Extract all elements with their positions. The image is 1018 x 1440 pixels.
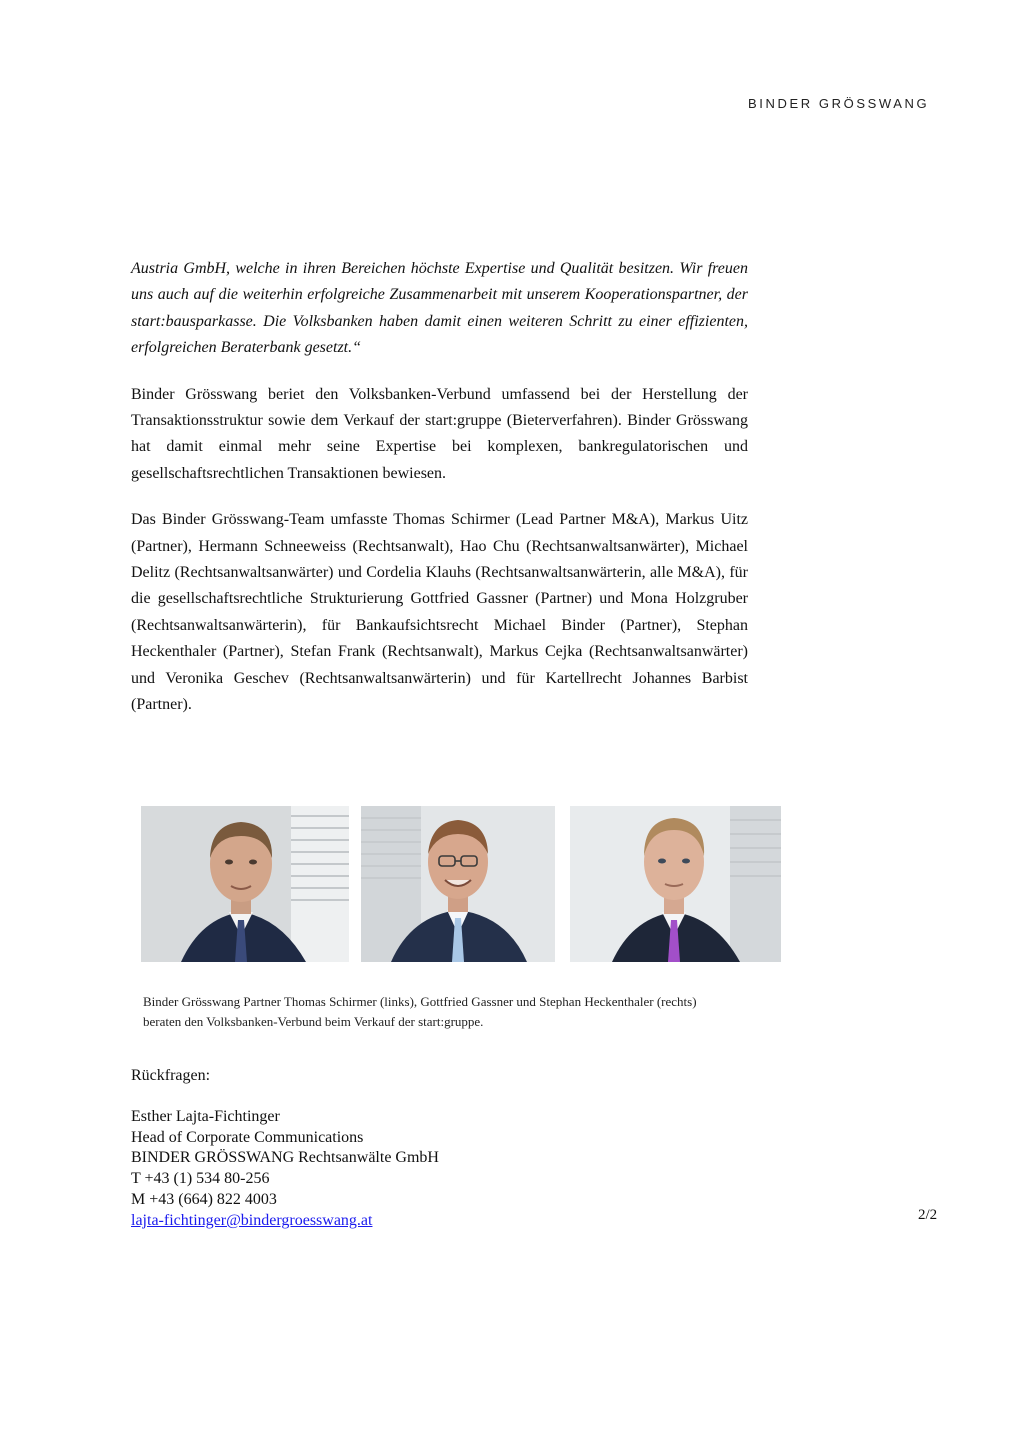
contact-mobile: M +43 (664) 822 4003 [131, 1190, 277, 1208]
caption-line: Binder Grösswang Partner Thomas Schirmer (links), Gottfried Gassner und Stephan Heckenthaler (rechts) [143, 994, 697, 1009]
contact-company: BINDER GRÖSSWANG Rechtsanwälte GmbH [131, 1149, 439, 1167]
contact-role: Head of Corporate Communications [131, 1128, 364, 1146]
photo-caption [143, 992, 783, 1032]
photo-stephan-heckenthaler [570, 806, 781, 962]
contact-block [131, 1066, 439, 1232]
page-number: 2/2 [918, 1207, 938, 1223]
contact-phone: T +43 (1) 534 80-256 [131, 1170, 270, 1188]
photo-thomas-schirmer [141, 806, 349, 962]
caption-line: beraten den Volksbanken-Verbund beim Verkauf der start:gruppe. [143, 1014, 484, 1029]
contact-label: Rückfragen: [131, 1067, 211, 1084]
advice-paragraph: Binder Grösswang beriet den Volksbanken-Verbund umfassend bei der Herstellung der Transaktionsstruktur sowie dem Verkauf der start:gruppe (Bieterverfahren). Binder Grösswang hat damit einmal mehr seine Expertise bei komplexen, bankregulatorischen und gesellschaftsrechtlichen Transaktionen bewiesen. [131, 385, 748, 482]
team-paragraph: Das Binder Grösswang-Team umfasste Thomas Schirmer (Lead Partner M&A), Markus Uitz (Partner), Hermann Schneeweiss (Rechtsanwalt), Hao Chu (Rechtsanwaltsanwärter), Michael Delitz (Rechtsanwaltsanwärter) und Cordelia Klauhs (Rechtsanwaltsanwärterin, alle M&A), für die gesellschaftsrechtliche Strukturierung Gottfried Gassner (Partner) und Mona Holzgruber (Rechtsanwaltsanwärterin), für Bankaufsichtsrecht Michael Binder (Partner), Stephan Heckenthaler (Partner), Stefan Frank (Rechtsanwalt), Markus Cejka (Rechtsanwaltsanwärter) und Veronika Geschev (Rechtsanwaltsanwärterin) und für Kartellrecht Johannes Barbist (Partner). [131, 511, 748, 714]
company-logo: BINDER GRÖSSWANG [748, 96, 930, 111]
quote-paragraph: Austria GmbH, welche in ihren Bereichen höchste Expertise und Qualität besitzen. Wir freuen uns auch auf die weiterhin erfolgreiche Zusammenarbeit mit unserem Kooperationspartner, der start:bausparkasse. Die Volksbanken haben damit einen weiteren Schritt zu einer effizienten, erfolgreichen Beraterbank gesetzt.“ [131, 260, 748, 357]
contact-email-link[interactable]: lajta-fichtinger@bindergroesswang.at [131, 1211, 373, 1229]
article-body [131, 256, 748, 739]
photo-gottfried-gassner [361, 806, 555, 962]
contact-name: Esther Lajta-Fichtinger [131, 1107, 280, 1125]
partner-photos [141, 806, 781, 962]
